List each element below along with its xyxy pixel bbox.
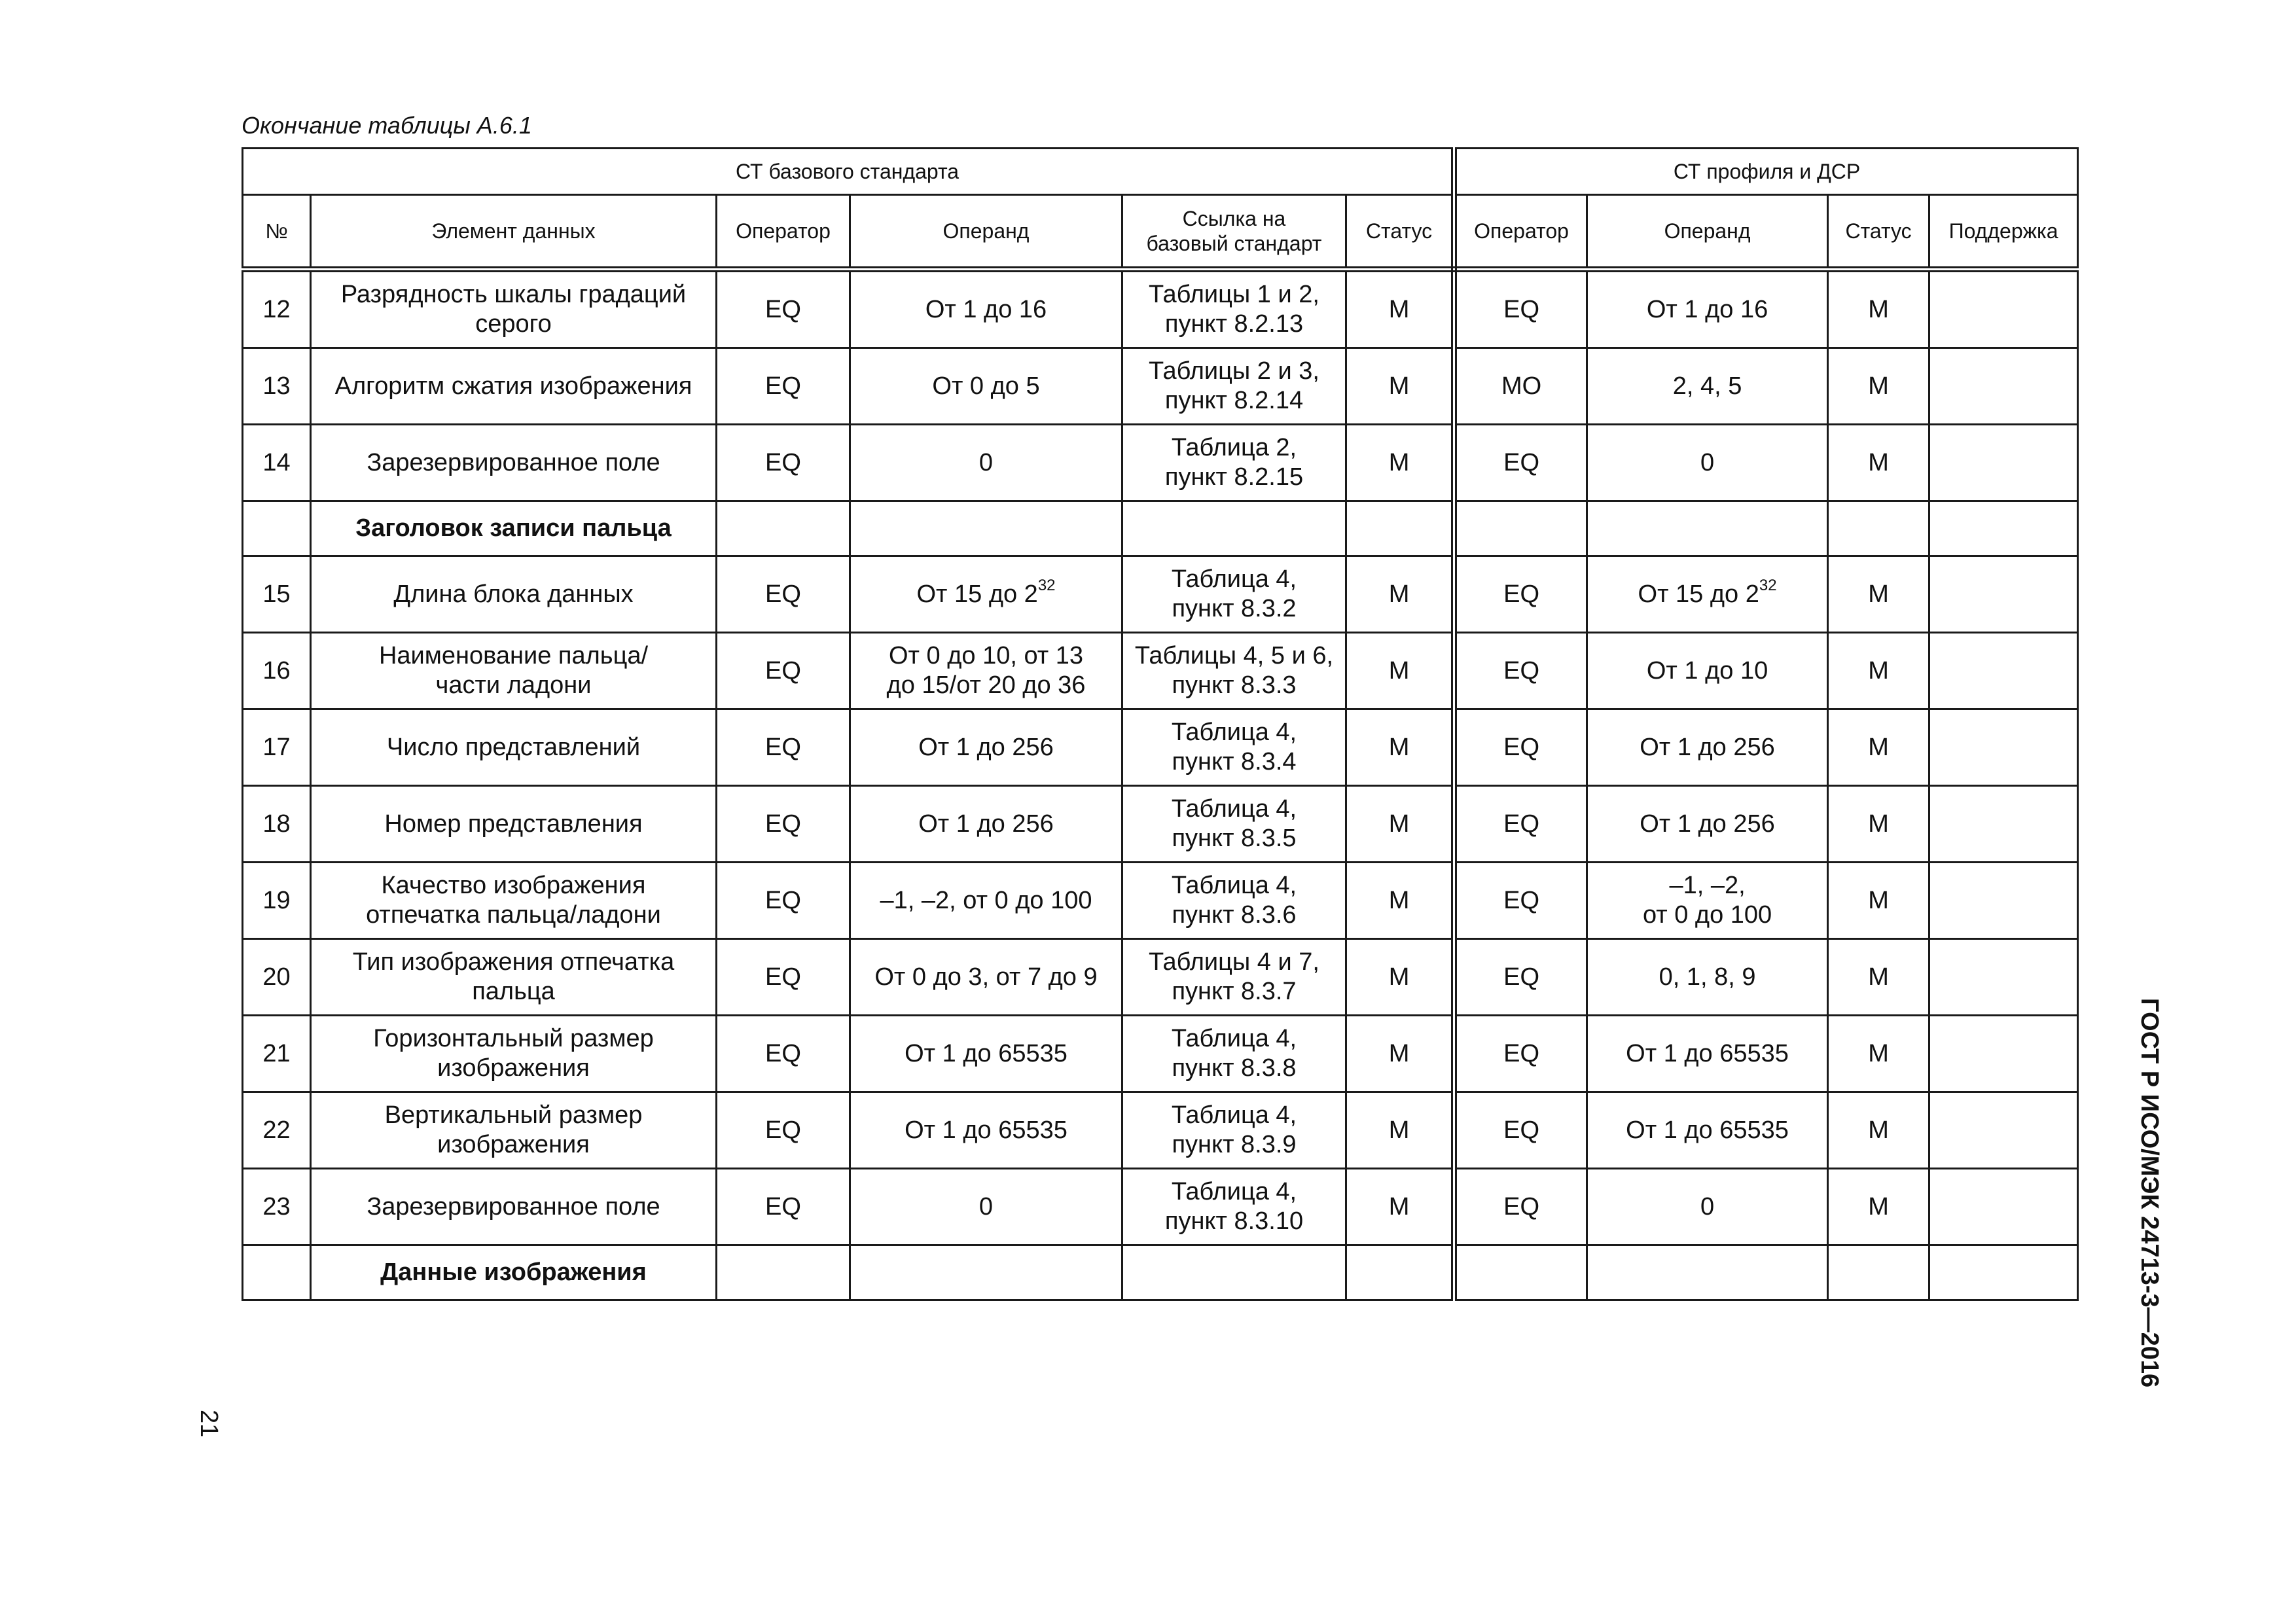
cell-reference-line: пункт 8.3.7 <box>1172 978 1297 1005</box>
cell-reference <box>1122 1016 1346 1092</box>
col-header-reference-line1: Ссылка на <box>1182 207 1286 230</box>
cell-base-operand <box>850 1092 1122 1169</box>
cell-element-line: Горизонтальный размер <box>373 1025 654 1052</box>
cell-base-status <box>1346 1245 1454 1300</box>
cell-num: 22 <box>243 1092 311 1169</box>
cell-base-operand <box>850 1169 1122 1245</box>
cell-element-line: Длина блока данных <box>393 580 634 608</box>
cell-base-operator: EQ <box>717 425 850 501</box>
cell-prof-operand <box>1587 425 1828 501</box>
cell-prof-operator: EQ <box>1454 1016 1587 1092</box>
cell-base-operator: EQ <box>717 556 850 633</box>
cell-prof-operand <box>1587 1169 1828 1245</box>
cell-reference <box>1122 709 1346 786</box>
cell-prof-operand <box>1587 1092 1828 1169</box>
cell-element-line: отпечатка пальца/ладони <box>366 901 661 929</box>
cell-prof-operand-line: От 1 до 256 <box>1640 810 1775 838</box>
cell-prof-operator: EQ <box>1454 863 1587 939</box>
cell-reference-line: пункт 8.3.6 <box>1172 901 1297 929</box>
col-header-prof-status: Статус <box>1828 195 1929 270</box>
cell-base-status: M <box>1346 270 1454 348</box>
cell-reference-line: Таблица 2, <box>1171 434 1297 461</box>
cell-base-status: M <box>1346 425 1454 501</box>
cell-element <box>311 939 717 1016</box>
col-header-num: № <box>243 195 311 270</box>
cell-element <box>311 1016 717 1092</box>
cell-prof-operand-line: От 1 до 65535 <box>1626 1039 1789 1067</box>
cell-reference <box>1122 425 1346 501</box>
col-header-base-status: Статус <box>1346 195 1454 270</box>
cell-support <box>1929 786 2078 863</box>
cell-num: 16 <box>243 633 311 709</box>
cell-prof-operand-line: 0, 1, 8, 9 <box>1659 963 1756 991</box>
cell-support <box>1929 709 2078 786</box>
cell-element-line: Число представлений <box>386 733 641 761</box>
cell-prof-operand-exponent: 32 <box>1759 576 1777 594</box>
cell-reference-line: Таблицы 1 и 2, <box>1149 281 1319 308</box>
col-header-element: Элемент данных <box>311 195 717 270</box>
cell-element-line: Качество изображения <box>381 872 646 899</box>
cell-reference-line: Таблица 4, <box>1171 795 1297 823</box>
cell-prof-operand <box>1587 1016 1828 1092</box>
cell-base-operand-line: –1, –2, от 0 до 100 <box>880 886 1092 914</box>
cell-base-status <box>1346 501 1454 556</box>
cell-base-operator: EQ <box>717 270 850 348</box>
cell-prof-operand-line: 0 <box>1700 448 1715 476</box>
cell-element-line: изображения <box>437 1131 590 1158</box>
cell-prof-status: M <box>1828 633 1929 709</box>
cell-base-operand-exponent: 32 <box>1037 576 1056 594</box>
cell-element-line: Номер представления <box>384 810 643 838</box>
cell-base-status: M <box>1346 556 1454 633</box>
cell-reference <box>1122 556 1346 633</box>
cell-reference <box>1122 786 1346 863</box>
cell-prof-status: M <box>1828 786 1929 863</box>
cell-prof-operand-line: –1, –2, <box>1669 872 1746 899</box>
cell-base-operand <box>850 633 1122 709</box>
col-header-base-operator: Оператор <box>717 195 850 270</box>
cell-base-operand <box>850 1016 1122 1092</box>
table-row <box>243 425 2078 501</box>
cell-prof-operator <box>1454 501 1587 556</box>
table-row <box>243 556 2078 633</box>
col-header-support: Поддержка <box>1929 195 2078 270</box>
cell-element-line: Алгоритм сжатия изображения <box>334 372 692 400</box>
cell-prof-status: M <box>1828 270 1929 348</box>
cell-base-operator: EQ <box>717 633 850 709</box>
cell-support <box>1929 425 2078 501</box>
cell-reference-line: пункт 8.3.9 <box>1172 1131 1297 1158</box>
col-header-base-operand: Операнд <box>850 195 1122 270</box>
cell-reference-line: пункт 8.2.15 <box>1164 463 1304 491</box>
cell-element-line: Вертикальный размер <box>384 1101 643 1129</box>
cell-base-status: M <box>1346 1169 1454 1245</box>
cell-base-operand <box>850 348 1122 425</box>
cell-reference <box>1122 270 1346 348</box>
cell-base-operand-line: От 1 до 256 <box>918 810 1054 838</box>
cell-prof-operand <box>1587 348 1828 425</box>
cell-prof-status: M <box>1828 863 1929 939</box>
cell-num: 13 <box>243 348 311 425</box>
cell-prof-operand-line: От 15 до 2 <box>1638 580 1759 608</box>
cell-prof-status: M <box>1828 348 1929 425</box>
cell-num: 20 <box>243 939 311 1016</box>
cell-reference <box>1122 939 1346 1016</box>
cell-prof-operator: EQ <box>1454 633 1587 709</box>
cell-base-operand <box>850 1245 1122 1300</box>
cell-prof-status: M <box>1828 709 1929 786</box>
cell-support <box>1929 939 2078 1016</box>
cell-reference-line: пункт 8.3.10 <box>1164 1207 1304 1235</box>
cell-base-operand-line: От 0 до 3, от 7 до 9 <box>874 963 1098 991</box>
cell-num: 21 <box>243 1016 311 1092</box>
cell-reference <box>1122 501 1346 556</box>
cell-prof-operand-line: От 1 до 16 <box>1646 295 1768 323</box>
cell-element <box>311 1169 717 1245</box>
cell-prof-operator: EQ <box>1454 425 1587 501</box>
cell-reference <box>1122 863 1346 939</box>
cell-base-operand-line: От 1 до 65535 <box>905 1116 1067 1144</box>
section-heading: Данные изображения <box>311 1245 717 1300</box>
group-header-row <box>243 149 2078 195</box>
cell-reference-line: Таблица 4, <box>1171 1178 1297 1205</box>
cell-reference-line: Таблица 4, <box>1171 1025 1297 1052</box>
cell-element-line: серого <box>475 310 552 338</box>
cell-base-operand <box>850 939 1122 1016</box>
cell-reference <box>1122 348 1346 425</box>
cell-prof-operand <box>1587 501 1828 556</box>
cell-base-operand <box>850 556 1122 633</box>
cell-prof-operand <box>1587 1245 1828 1300</box>
cell-base-operand <box>850 709 1122 786</box>
cell-element <box>311 348 717 425</box>
cell-reference <box>1122 1245 1346 1300</box>
cell-prof-operand-line: 0 <box>1700 1192 1715 1221</box>
cell-prof-status: M <box>1828 939 1929 1016</box>
cell-element <box>311 633 717 709</box>
cell-support <box>1929 1245 2078 1300</box>
cell-prof-status: M <box>1828 556 1929 633</box>
cell-element-line: Зарезервированное поле <box>367 448 660 476</box>
cell-base-operator: EQ <box>717 939 850 1016</box>
cell-prof-operand-line: от 0 до 100 <box>1642 901 1772 929</box>
cell-support <box>1929 1169 2078 1245</box>
cell-prof-operand <box>1587 863 1828 939</box>
table-row <box>243 270 2078 348</box>
cell-base-status: M <box>1346 1092 1454 1169</box>
cell-element-line: Зарезервированное поле <box>367 1192 660 1221</box>
cell-base-operator: EQ <box>717 1169 850 1245</box>
page-number: 21 <box>195 1410 223 1438</box>
cell-num: 23 <box>243 1169 311 1245</box>
cell-prof-operand <box>1587 556 1828 633</box>
cell-support <box>1929 863 2078 939</box>
cell-element-line: Разрядность шкалы градаций <box>340 281 687 308</box>
group-profile: СТ профиля и ДСР <box>1454 149 2078 195</box>
cell-prof-status: M <box>1828 1169 1929 1245</box>
col-header-reference-line2: базовый стандарт <box>1146 232 1322 255</box>
col-header-reference <box>1122 195 1346 270</box>
cell-support <box>1929 501 2078 556</box>
cell-support <box>1929 270 2078 348</box>
cell-element <box>311 556 717 633</box>
cell-prof-operator: EQ <box>1454 1092 1587 1169</box>
cell-base-status: M <box>1346 709 1454 786</box>
cell-base-operand-line: 0 <box>978 1192 994 1221</box>
cell-base-operand <box>850 501 1122 556</box>
conformance-table <box>242 147 2079 1301</box>
section-row <box>243 1245 2078 1300</box>
cell-prof-operator: EQ <box>1454 270 1587 348</box>
cell-base-status: M <box>1346 786 1454 863</box>
cell-reference-line: Таблица 4, <box>1171 719 1297 746</box>
cell-support <box>1929 1092 2078 1169</box>
cell-reference-line: пункт 8.2.13 <box>1164 310 1304 338</box>
cell-element <box>311 709 717 786</box>
cell-prof-status <box>1828 1245 1929 1300</box>
cell-base-operator: EQ <box>717 863 850 939</box>
cell-prof-operator: MO <box>1454 348 1587 425</box>
cell-base-status: M <box>1346 348 1454 425</box>
cell-reference-line: Таблица 4, <box>1171 872 1297 899</box>
cell-element <box>311 863 717 939</box>
cell-prof-operator: EQ <box>1454 939 1587 1016</box>
cell-prof-operand <box>1587 633 1828 709</box>
cell-prof-status: M <box>1828 1092 1929 1169</box>
cell-reference <box>1122 633 1346 709</box>
cell-reference-line: Таблицы 4 и 7, <box>1149 948 1319 976</box>
cell-reference-line: Таблицы 4, 5 и 6, <box>1134 642 1334 669</box>
table-row <box>243 1169 2078 1245</box>
cell-base-operator: EQ <box>717 348 850 425</box>
cell-prof-status: M <box>1828 425 1929 501</box>
table-caption: Окончание таблицы А.6.1 <box>242 112 532 139</box>
cell-base-operator: EQ <box>717 1016 850 1092</box>
cell-prof-operand <box>1587 786 1828 863</box>
cell-base-operand <box>850 270 1122 348</box>
cell-prof-operator: EQ <box>1454 1169 1587 1245</box>
table-row <box>243 863 2078 939</box>
cell-base-operator: EQ <box>717 786 850 863</box>
cell-base-operand <box>850 863 1122 939</box>
cell-element-line: части ладони <box>435 671 592 699</box>
cell-num: 14 <box>243 425 311 501</box>
cell-base-operand <box>850 786 1122 863</box>
cell-num: 18 <box>243 786 311 863</box>
cell-support <box>1929 633 2078 709</box>
col-header-prof-operator: Оператор <box>1454 195 1587 270</box>
cell-element-line: изображения <box>437 1054 590 1082</box>
cell-reference <box>1122 1092 1346 1169</box>
cell-reference <box>1122 1169 1346 1245</box>
cell-base-operand-line: От 1 до 256 <box>918 733 1054 761</box>
column-header-row <box>243 195 2078 270</box>
cell-prof-operator: EQ <box>1454 556 1587 633</box>
cell-support <box>1929 1016 2078 1092</box>
cell-base-operand-line: От 0 до 10, от 13 <box>889 642 1083 669</box>
cell-prof-operand-line: От 1 до 10 <box>1646 656 1768 685</box>
cell-reference-line: пункт 8.3.3 <box>1172 671 1297 699</box>
cell-reference-line: пункт 8.3.2 <box>1172 595 1297 622</box>
table-row <box>243 1016 2078 1092</box>
cell-base-status: M <box>1346 939 1454 1016</box>
table-row <box>243 348 2078 425</box>
cell-reference-line: пункт 8.3.5 <box>1172 825 1297 852</box>
cell-base-operator: EQ <box>717 1092 850 1169</box>
cell-prof-operand-line: От 1 до 65535 <box>1626 1116 1789 1144</box>
cell-prof-status: M <box>1828 1016 1929 1092</box>
cell-prof-operator: EQ <box>1454 709 1587 786</box>
cell-element <box>311 425 717 501</box>
cell-support <box>1929 348 2078 425</box>
table-row <box>243 786 2078 863</box>
cell-prof-operand <box>1587 709 1828 786</box>
document-standard-title: ГОСТ Р ИСО/МЭК 24713-3—2016 <box>2136 998 2163 1388</box>
cell-num: 19 <box>243 863 311 939</box>
table-row <box>243 1092 2078 1169</box>
cell-base-operand-line: до 15/от 20 до 36 <box>886 671 1086 699</box>
cell-element <box>311 786 717 863</box>
cell-prof-operand-line: 2, 4, 5 <box>1672 372 1742 400</box>
cell-base-operator <box>717 501 850 556</box>
cell-element <box>311 1092 717 1169</box>
cell-prof-operand-line: От 1 до 256 <box>1640 733 1775 761</box>
section-row <box>243 501 2078 556</box>
cell-base-operand <box>850 425 1122 501</box>
cell-base-operand-line: От 1 до 16 <box>925 295 1047 323</box>
cell-support <box>1929 556 2078 633</box>
cell-element <box>311 270 717 348</box>
cell-prof-operand <box>1587 270 1828 348</box>
cell-prof-status <box>1828 501 1929 556</box>
cell-prof-operator <box>1454 1245 1587 1300</box>
cell-num: 12 <box>243 270 311 348</box>
cell-prof-operand <box>1587 939 1828 1016</box>
col-header-prof-operand: Операнд <box>1587 195 1828 270</box>
cell-reference-line: Таблица 4, <box>1171 565 1297 593</box>
cell-prof-operator: EQ <box>1454 786 1587 863</box>
cell-reference-line: Таблицы 2 и 3, <box>1149 357 1319 385</box>
cell-base-operand-line: От 0 до 5 <box>932 372 1040 400</box>
cell-element-line: пальца <box>472 978 555 1005</box>
cell-reference-line: пункт 8.2.14 <box>1164 387 1304 414</box>
cell-base-status: M <box>1346 1016 1454 1092</box>
cell-base-operand-line: От 15 до 2 <box>916 580 1038 608</box>
cell-num: 15 <box>243 556 311 633</box>
cell-num <box>243 501 311 556</box>
cell-reference-line: пункт 8.3.4 <box>1172 748 1297 776</box>
cell-base-status: M <box>1346 863 1454 939</box>
cell-base-operator: EQ <box>717 709 850 786</box>
cell-reference-line: Таблица 4, <box>1171 1101 1297 1129</box>
cell-base-operand-line: 0 <box>978 448 994 476</box>
section-heading: Заголовок записи пальца <box>311 501 717 556</box>
cell-reference-line: пункт 8.3.8 <box>1172 1054 1297 1082</box>
cell-num <box>243 1245 311 1300</box>
cell-base-operator <box>717 1245 850 1300</box>
group-base-standard: СТ базового стандарта <box>243 149 1454 195</box>
table-row <box>243 939 2078 1016</box>
table-row <box>243 709 2078 786</box>
cell-base-status: M <box>1346 633 1454 709</box>
cell-element-line: Наименование пальца/ <box>378 642 649 669</box>
cell-num: 17 <box>243 709 311 786</box>
cell-element-line: Тип изображения отпечатка <box>352 948 675 976</box>
cell-base-operand-line: От 1 до 65535 <box>905 1039 1067 1067</box>
table-row <box>243 633 2078 709</box>
